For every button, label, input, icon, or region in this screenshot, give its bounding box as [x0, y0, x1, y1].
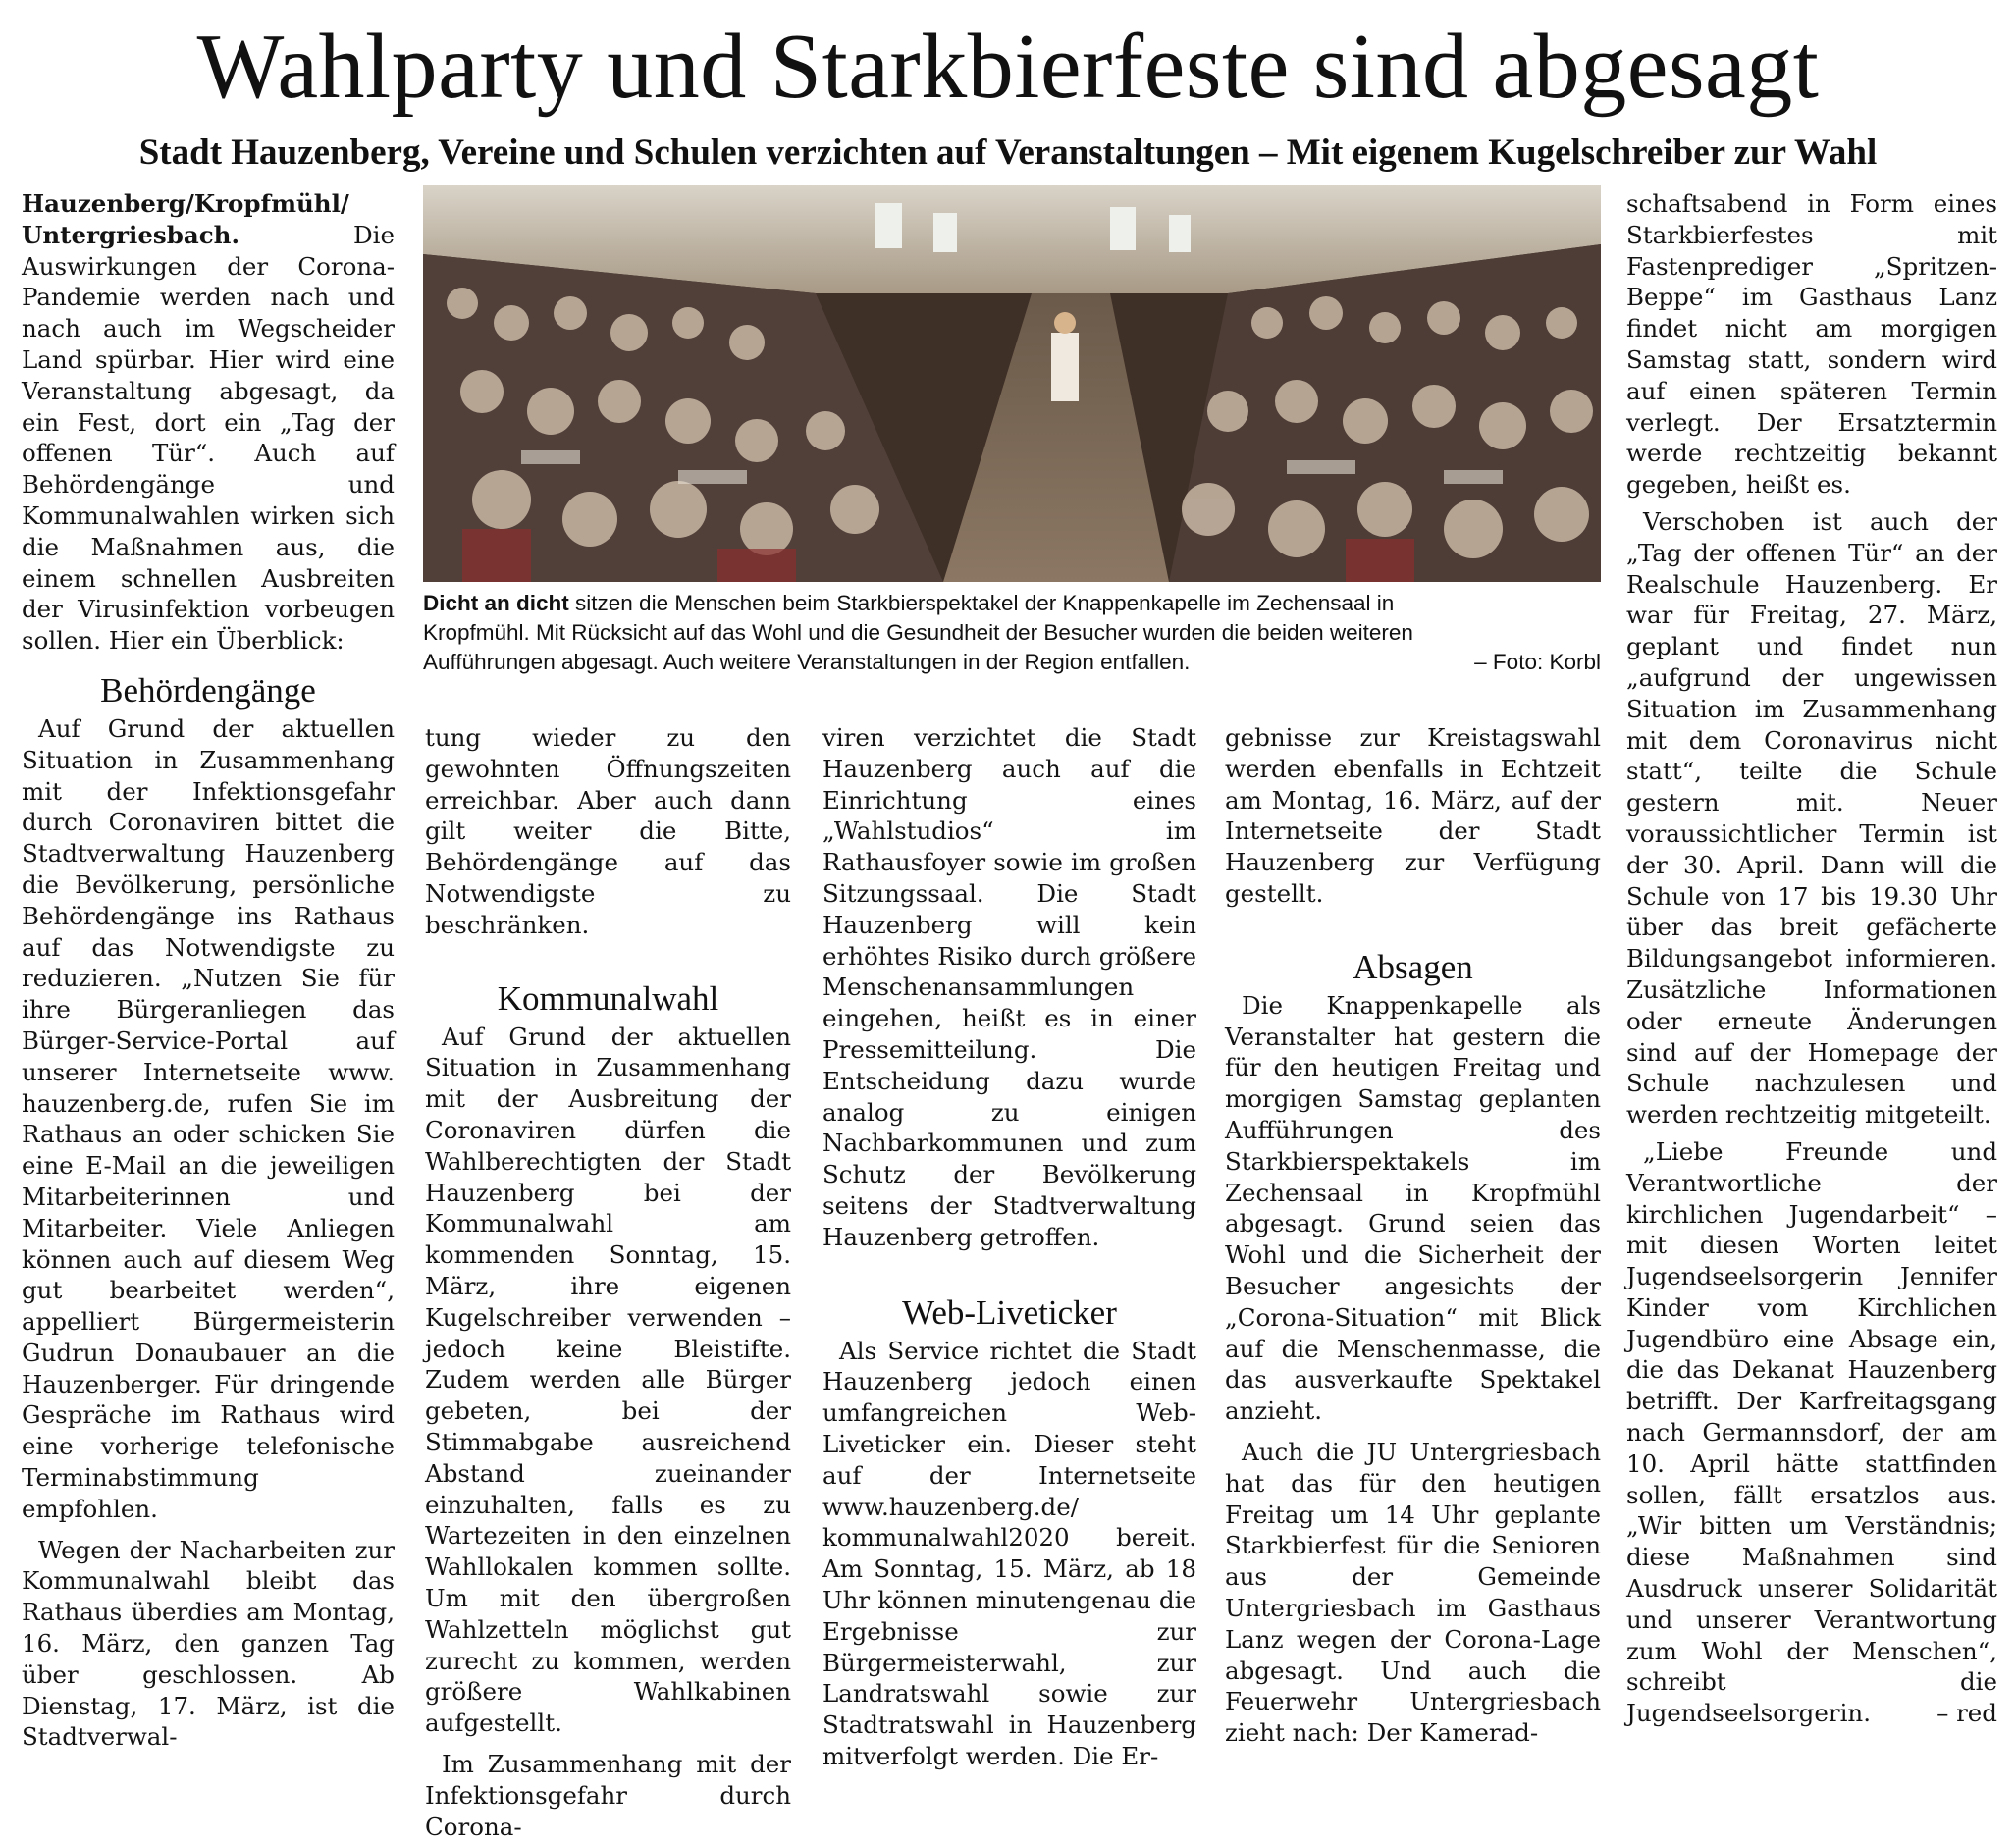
heading-web-liveticker: Web-Liveticker: [902, 1292, 1117, 1332]
caption-text: sitzen die Menschen beim Starkbierspektakel der Knappenkapelle im Zechensaal in: [575, 591, 1395, 615]
intro-text: Die Auswirkungen der Corona-Pandemie werden nach und nach auch im Wegscheider Land spürbar. Hier wird eine Veranstaltung abgesagt, da ein Fest, dort ein „Tag der offenen Tür“. Auch auf Behördengänge und Kommunalwahlen wirken sich die Maßnahmen aus, die einem schnellen Ausbreiten der Virusinfektion vorbeugen sollen. Hier ein Überblick:: [22, 220, 395, 656]
photo-credit: – Foto: Korbl: [1474, 650, 1601, 674]
column-4: [1225, 722, 1601, 1749]
caption-line-3: [423, 648, 1601, 677]
caption-line-1: [423, 589, 1601, 618]
paragraph-text: „Liebe Freunde und Verantwortliche der kirchlichen Jugendarbeit“ – mit diesen Worten leitet Jugendseelsorgerin Jennifer Kinder vom Kirchlichen Jugendbüro eine Absage ein, die das Dekanat Hauzenberg betrifft. Der Karfreitagsgang nach Germannsdorf, der am 10. April hätte stattfinden sollen, fällt ersatzlos aus. „Wir bitten um Verständnis; diese Maßnahmen sind Ausdruck unserer Solidarität und unserer Verantwortung zum Wohl der Menschen“, schreibt die Jugendseelsorgerin.: [1626, 1136, 1997, 1728]
author-signoff: – red: [1936, 1699, 1997, 1728]
headline: Wahlparty und Starkbierfeste sind abgesagt: [196, 16, 1820, 118]
heading-absagen: Absagen: [1353, 947, 1473, 986]
paragraph: schaftsabend in Form eines Starkbierfestes mit Fastenprediger „Spritzen-Beppe“ im Gasthaus Lanz findet nicht am morgigen Samstag statt, sondern wird auf einen späteren Termin verlegt. Der Ersatztermin werde rechtzeitig bekannt gegeben, heißt es.: [1626, 189, 1997, 500]
column-2: [425, 722, 791, 1842]
paragraph: tung wieder zu den gewohnten Öffnungszeiten erreichbar. Aber auch dann gilt weiter die Bitte, Behördengänge auf das Notwendigste zu beschränken.: [425, 723, 791, 939]
paragraph: Auch die JU Untergriesbach hat das für den heutigen Freitag um 14 Uhr geplante Starkbierfest für die Senioren aus der Gemeinde Untergriesbach im Gasthaus Lanz wegen der Corona-Lage abgesagt. Und auch die Feuerwehr Untergriesbach zieht nach: Der Kamerad-: [1225, 1437, 1601, 1748]
column-5: [1626, 188, 1997, 1729]
caption-text: Aufführungen abgesagt. Auch weitere Veranstaltungen in der Region entfallen.: [423, 650, 1191, 674]
intro-paragraph: [22, 188, 395, 657]
paragraph: gebnisse zur Kreistagswahl werden ebenfalls in Echtzeit am Montag, 16. März, auf der Internetseite der Stadt Hauzenberg zur Verfügung gestellt.: [1225, 723, 1601, 908]
photo-starkbierfest: [423, 185, 1601, 582]
paragraph: Als Service richtet die Stadt Hauzenberg jedoch einen umfangreichen Web-Liveticker ein. Dieser steht auf der Internetseite www.hauzenberg.de/ kommunalwahl2020 bereit. Am Sonntag, 15. März, ab 18 Uhr können minutengenau die Ergebnisse zur Bürgermeisterwahl, zur Landratswahl sowie zur Stadtratswahl in Hauzenberg mitverfolgt werden. Die Er-: [822, 1336, 1196, 1770]
caption-line-2: Kropfmühl. Mit Rücksicht auf das Wohl und die Gesundheit der Besucher wurden die beiden weiteren: [423, 620, 1413, 645]
caption-lead: Dicht an dicht: [423, 591, 569, 615]
paragraph: Auf Grund der aktuellen Situation in Zusammenhang mit der Ausbreitung der Coronaviren dürfen die Wahlberechtigten der Stadt Hauzenberg bei der Kommunalwahl am kommenden Sonntag, 15. März, ihre eigenen Kugelschreiber verwenden – jedoch keine Bleistifte. Zudem werden alle Bürger gebeten, bei der Stimmabgabe ausreichend Abstand zueinander einzuhalten, falls es zu Wartezeiten in den einzelnen Wahllokalen kommen sollte. Um mit den übergroßen Wahlzetteln möglichst gut zurecht zu kommen, werden größere Wahlkabinen aufgestellt.: [425, 1022, 791, 1738]
column-1: [22, 188, 395, 1753]
paragraph: Wegen der Nacharbeiten zur Kommunalwahl bleibt das Rathaus überdies am Montag, 16. März, den ganzen Tag über geschlossen. Ab Dienstag, 17. März, ist die Stadtverwal-: [22, 1535, 395, 1752]
subheadline: Stadt Hauzenberg, Vereine und Schulen verzichten auf Veranstaltungen – Mit eigenem Kugelschreiber zur Wahl: [138, 132, 1878, 173]
paragraph: Im Zusammenhang mit der Infektionsgefahr durch Corona-: [425, 1749, 791, 1841]
paragraph: Die Knappenkapelle als Veranstalter hat gestern die für den heutigen Freitag und morgigen Samstag geplanten Aufführungen des Starkbierspektakels im Zechensaal in Kropfmühl abgesagt. Grund seien das Wohl und die Sicherheit der Besucher angesichts der „Corona-Situation“ mit Blick auf die Menschenmasse, die das ausverkaufte Spektakel anzieht.: [1225, 990, 1601, 1426]
dateline: Hauzenberg/Kropfmühl/ Untergriesbach.: [22, 189, 349, 249]
heading-behoerdengaenge: Behördengänge: [100, 670, 316, 710]
paragraph: [1626, 1136, 1997, 1729]
crowd-photo-illustration: [423, 185, 1601, 582]
paragraph: Verschoben ist auch der „Tag der offenen Tür“ an der Realschule Hauzenberg. Er war für Freitag, 27. März, geplant und findet nun „aufgrund der ungewissen Situation im Zusammenhang mit dem Coronavirus nicht statt“, teilte die Schule gestern mit. Neuer voraussichtlicher Termin ist der 30. April. Dann will die Schule von 17 bis 19.30 Uhr über das breit gefächerte Bildungsangebot informieren. Zusätzliche Informationen oder erneute Änderungen sind auf der Homepage der Schule nachzulesen und werden rechtzeitig mitgeteilt.: [1626, 506, 1997, 1130]
paragraph: viren verzichtet die Stadt Hauzenberg auch auf die Einrichtung eines „Wahlstudios“ im Rathausfoyer sowie im großen Sitzungssaal. Die Stadt Hauzenberg will kein erhöhtes Risiko durch größere Menschenansammlungen eingehen, heißt es in einer Pressemitteilung. Die Entscheidung dazu wurde analog zu einigen Nachbarkommunen und zum Schutz der Bevölkerung seitens der Stadtverwaltung Hauzenberg getroffen.: [822, 723, 1196, 1251]
paragraph: Auf Grund der aktuellen Situation in Zusammenhang mit der Infektionsgefahr durch Coronaviren bittet die Stadtverwaltung Hauzenberg die Bevölkerung, persönliche Behördengänge ins Rathaus auf das Notwendigste zu reduzieren. „Nutzen Sie für ihre Bürgeranliegen das Bürger-Service-Portal auf unserer Internetseite www. hauzenberg.de, rufen Sie im Rathaus an oder schicken Sie eine E-Mail an die jeweiligen Mitarbeiterinnen und Mitarbeiter. Viele Anliegen können auch auf diesem Weg gut bearbeitet werden“, appelliert Bürgermeisterin Gudrun Donaubauer an die Hauzenberger. Für dringende Gespräche im Rathaus wird eine vorherige telefonische Terminabstimmung empfohlen.: [22, 713, 395, 1523]
photo-caption: [423, 589, 1601, 677]
heading-kommunalwahl: Kommunalwahl: [497, 978, 719, 1018]
column-3: [822, 722, 1196, 1772]
